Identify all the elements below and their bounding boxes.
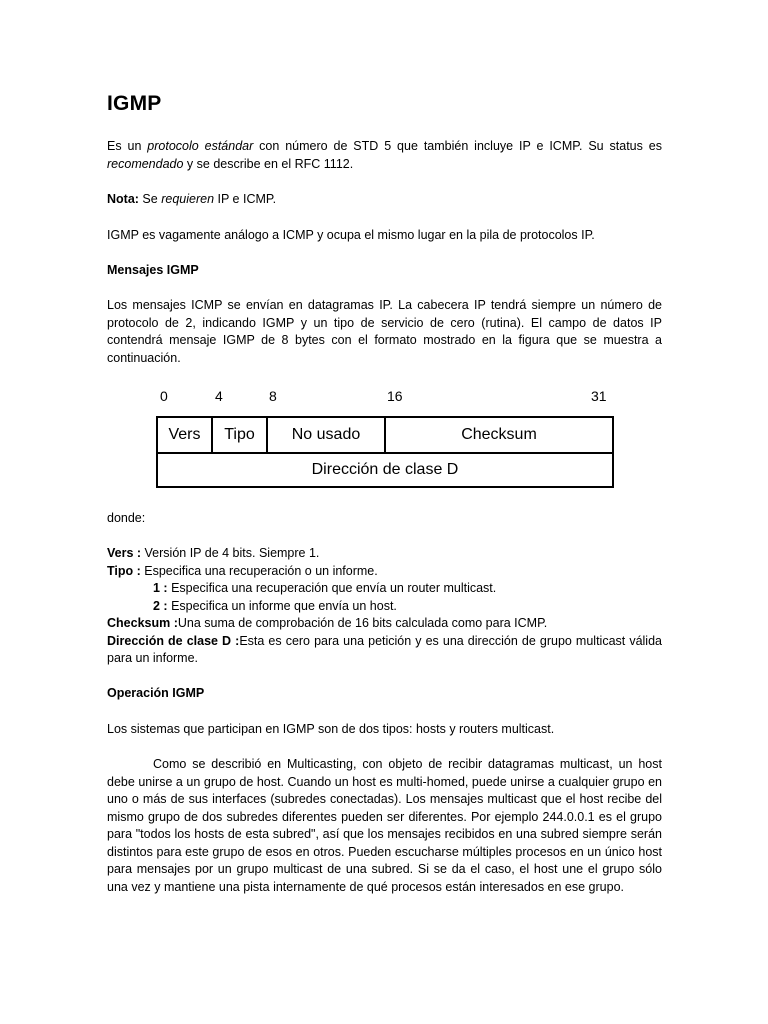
bit-label-31: 31 — [591, 388, 607, 404]
donde-text: donde: — [107, 511, 146, 525]
definition-label: 1 : — [153, 581, 168, 595]
intro-paragraph — [107, 138, 662, 173]
nota-italic: requieren — [161, 192, 215, 206]
intro-text-1: Es un — [107, 139, 148, 153]
nota-label: Nota: — [107, 192, 139, 206]
field-tipo: Tipo — [224, 426, 255, 443]
definition-text: Esta es cero para una petición y es una dirección de grupo multicast válida para un informe. — [107, 633, 662, 665]
definition-tipo-1 — [107, 580, 662, 598]
format-table — [156, 416, 614, 488]
mensajes-paragraph — [107, 297, 662, 367]
operacion-text: Como se describió en Multicasting, con objeto de recibir datagramas multicast, un host debe unirse a un grupo de host. Cuando un host es multi-homed, puede unirse a cualquier grupo en uno o más de sus interfaces (subredes conectadas). Los mensajes multicast que el host recibe del mismo grupo de dos subredes diferentes pueden ser diferentes. Por ejemplo 244.0.0.1 es el grupo para "todos los hosts de esta subred", así que los mensajes recibidos en una subred siempre serán distintos para este grupo de esos en otros. Pueden escucharse múltiples procesos en un único host para mensajes por un grupo multicast de una subred. Si se da el caso, el host une el grupo sólo una vez y mantiene una pista internamente de qué procesos están interesados en ese grupo. — [107, 757, 662, 894]
operacion-heading: Operación IGMP — [107, 686, 205, 700]
format-row-1 — [158, 418, 612, 454]
nota-paragraph — [107, 191, 662, 209]
field-direccion-clase-d: Dirección de clase D — [311, 461, 459, 478]
field-checksum: Checksum — [461, 426, 537, 443]
definition-text: Especifica un informe que envía un host. — [167, 598, 397, 613]
definition-label: Dirección de clase D : — [107, 633, 240, 648]
igmp-format-diagram — [156, 388, 612, 488]
intro-italic-1: protocolo estándar — [147, 139, 254, 153]
bit-label-0: 0 — [160, 388, 168, 404]
definition-direccion — [107, 633, 662, 668]
operacion-intro-block — [107, 721, 662, 739]
bit-label-16: 16 — [387, 388, 403, 404]
operacion-intro: Los sistemas que participan en IGMP son de dos tipos: hosts y routers multicast. — [107, 722, 555, 736]
intro-text-3: y se describe en el RFC 1112. — [183, 156, 354, 171]
definition-label: Tipo : — [107, 563, 141, 578]
analogo-paragraph — [107, 227, 662, 245]
mensajes-heading-block — [107, 262, 662, 280]
definition-text: Especifica una recuperación o un informe. — [140, 563, 378, 578]
intro-italic-2: recomendado — [107, 156, 184, 171]
definition-label: Checksum : — [107, 616, 178, 630]
nota-text-1: Se — [138, 192, 162, 206]
field-no-usado: No usado — [291, 426, 361, 443]
bit-label-8: 8 — [269, 388, 277, 404]
definition-label: Vers : — [107, 546, 142, 560]
operacion-heading-block — [107, 685, 662, 703]
mensajes-heading: Mensajes IGMP — [107, 263, 199, 277]
definition-text: Una suma de comprobación de 16 bits calculada como para ICMP. — [177, 616, 548, 630]
definition-checksum — [107, 615, 662, 633]
mensajes-text: Los mensajes ICMP se envían en datagramas IP. La cabecera IP tendrá siempre un número de protocolo de 2, indicando IGMP y un tipo de servicio de cero (rutina). El campo de datos IP contendrá mensaje IGMP de 8 bytes con el formato mostrado en la figura que se muestra a continuación. — [107, 298, 662, 365]
definition-tipo-2 — [107, 598, 662, 616]
page-title: IGMP — [107, 92, 162, 115]
nota-text-2: IP e ICMP. — [214, 192, 277, 206]
format-row-2 — [158, 454, 612, 486]
definition-label: 2 : — [153, 598, 168, 613]
definition-text: Especifica una recuperación que envía un router multicast. — [167, 581, 497, 595]
definition-vers — [107, 545, 662, 563]
definitions-list — [107, 545, 662, 668]
operacion-paragraph — [107, 756, 662, 896]
analogo-text: IGMP es vagamente análogo a ICMP y ocupa el mismo lugar en la pila de protocolos IP. — [107, 228, 595, 242]
intro-text-2: con número de STD 5 que también incluye IP e ICMP. Su status es — [253, 139, 662, 153]
bit-label-4: 4 — [215, 388, 223, 404]
donde-block — [107, 510, 662, 528]
field-vers: Vers — [168, 426, 201, 443]
definition-text: Versión IP de 4 bits. Siempre 1. — [141, 546, 320, 560]
definition-tipo — [107, 563, 662, 581]
